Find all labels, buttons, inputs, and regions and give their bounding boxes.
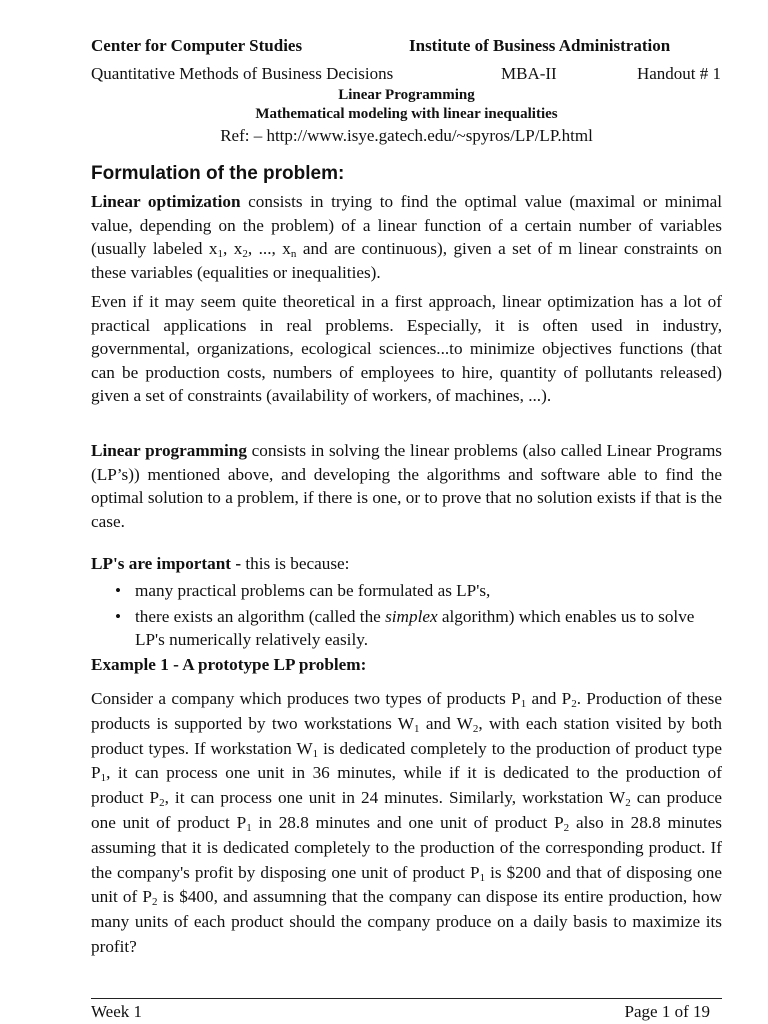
bullet-icon: • [115, 606, 122, 626]
header-program: MBA-II [501, 64, 557, 83]
paragraph-linear-optimization: Linear optimization consists in trying to find the optimal value (maximal or minimal value, depending on the problem) of a linear function of a certain number of variables (usually labeled $x_1$, $x_2$, ..., $x_n$ and are continuous), given a set of m linear constraints on these variables (equalities or inequalities). [91, 192, 723, 282]
header-course-line [91, 64, 722, 84]
example-heading: Example 1 - A prototype LP problem: [91, 655, 367, 674]
document-subtitle: Mathematical modeling with linear inequalities [255, 106, 558, 122]
paragraph-linear-programming: Linear programming consists in solving the linear problems (also called Linear Programs (LP’s)) mentioned above, and developing the algorithms and software able to find the optimal solution to a problem, if there is one, or to prove that no solution exists if that is the case. [91, 441, 722, 531]
list-item: • many practical problems can be formulated as LP's, [113, 579, 722, 603]
list-item: • there exists an algorithm (called the simplex algorithm) which enables us to solve LP's numerically relatively easily. [115, 606, 695, 650]
paragraph-example: Consider a company which produces two types of products $P_1$ and $P_2$. Production of these products is supported by two workstations $W_1$ and $W_2$, with each station visited by both product types. If workstation $W_1$ is dedicated completely to the production of product type $P_1$, it can process one unit in 36 minutes, while if it is dedicated to the production of product $P_2$, it can process one unit in 24 minutes. Similarly, workstation $W_2$ can produce one unit of product $P_1$ in 28.8 minutes and one unit of product $P_2$ also in 28.8 minutes assuming that it is dedicated completely to the production of the corresponding product. If the company's profit by disposing one unit of product $P_1$ is $200 and that of disposing one unit of $P_2$ is $400, and assumning that the company can dispose its entire production, how many units of each product should the company produce on a daily basis to maximize its profit? [91, 689, 723, 956]
term-linear-programming: Linear programming [91, 441, 247, 460]
bullet-icon: • [115, 581, 122, 600]
header-organizations [91, 36, 722, 56]
header-org-left: Center for Computer Studies [91, 36, 303, 55]
term-lp-important: LP's are important - [91, 554, 242, 573]
section-heading: Formulation of the problem: [91, 163, 345, 184]
footer-page-number: Page 1 of 19 [624, 1002, 710, 1021]
header-org-right: Institute of Business Administration [409, 36, 671, 55]
header-course: Quantitative Methods of Business Decisions [91, 64, 394, 83]
importance-list [113, 579, 722, 654]
footer-divider [91, 998, 722, 999]
reference-link[interactable]: Ref: – http://www.isye.gatech.edu/~spyros/LP/LP.html [220, 126, 593, 145]
header-handout: Handout # 1 [636, 64, 721, 83]
term-linear-optimization: Linear optimization [91, 192, 241, 211]
paragraph-lp-important: LP's are important - this is because: [91, 554, 350, 573]
paragraph-applications: Even if it may seem quite theoretical in a first approach, linear optimization has a lot of practical applications in real problems. Especially, it is often used in industry, governmental, organizations, ecological sciences...to minimize objectives functions (that can be production costs, numbers of employees to hire, quantity of pollutants released) given a set of constraints (availability of workers, of machines, ...). [91, 292, 722, 406]
document-title: Linear Programming [338, 87, 475, 103]
footer-week: Week 1 [91, 1002, 143, 1021]
footer [91, 1002, 722, 1022]
term-simplex: simplex [385, 606, 438, 626]
